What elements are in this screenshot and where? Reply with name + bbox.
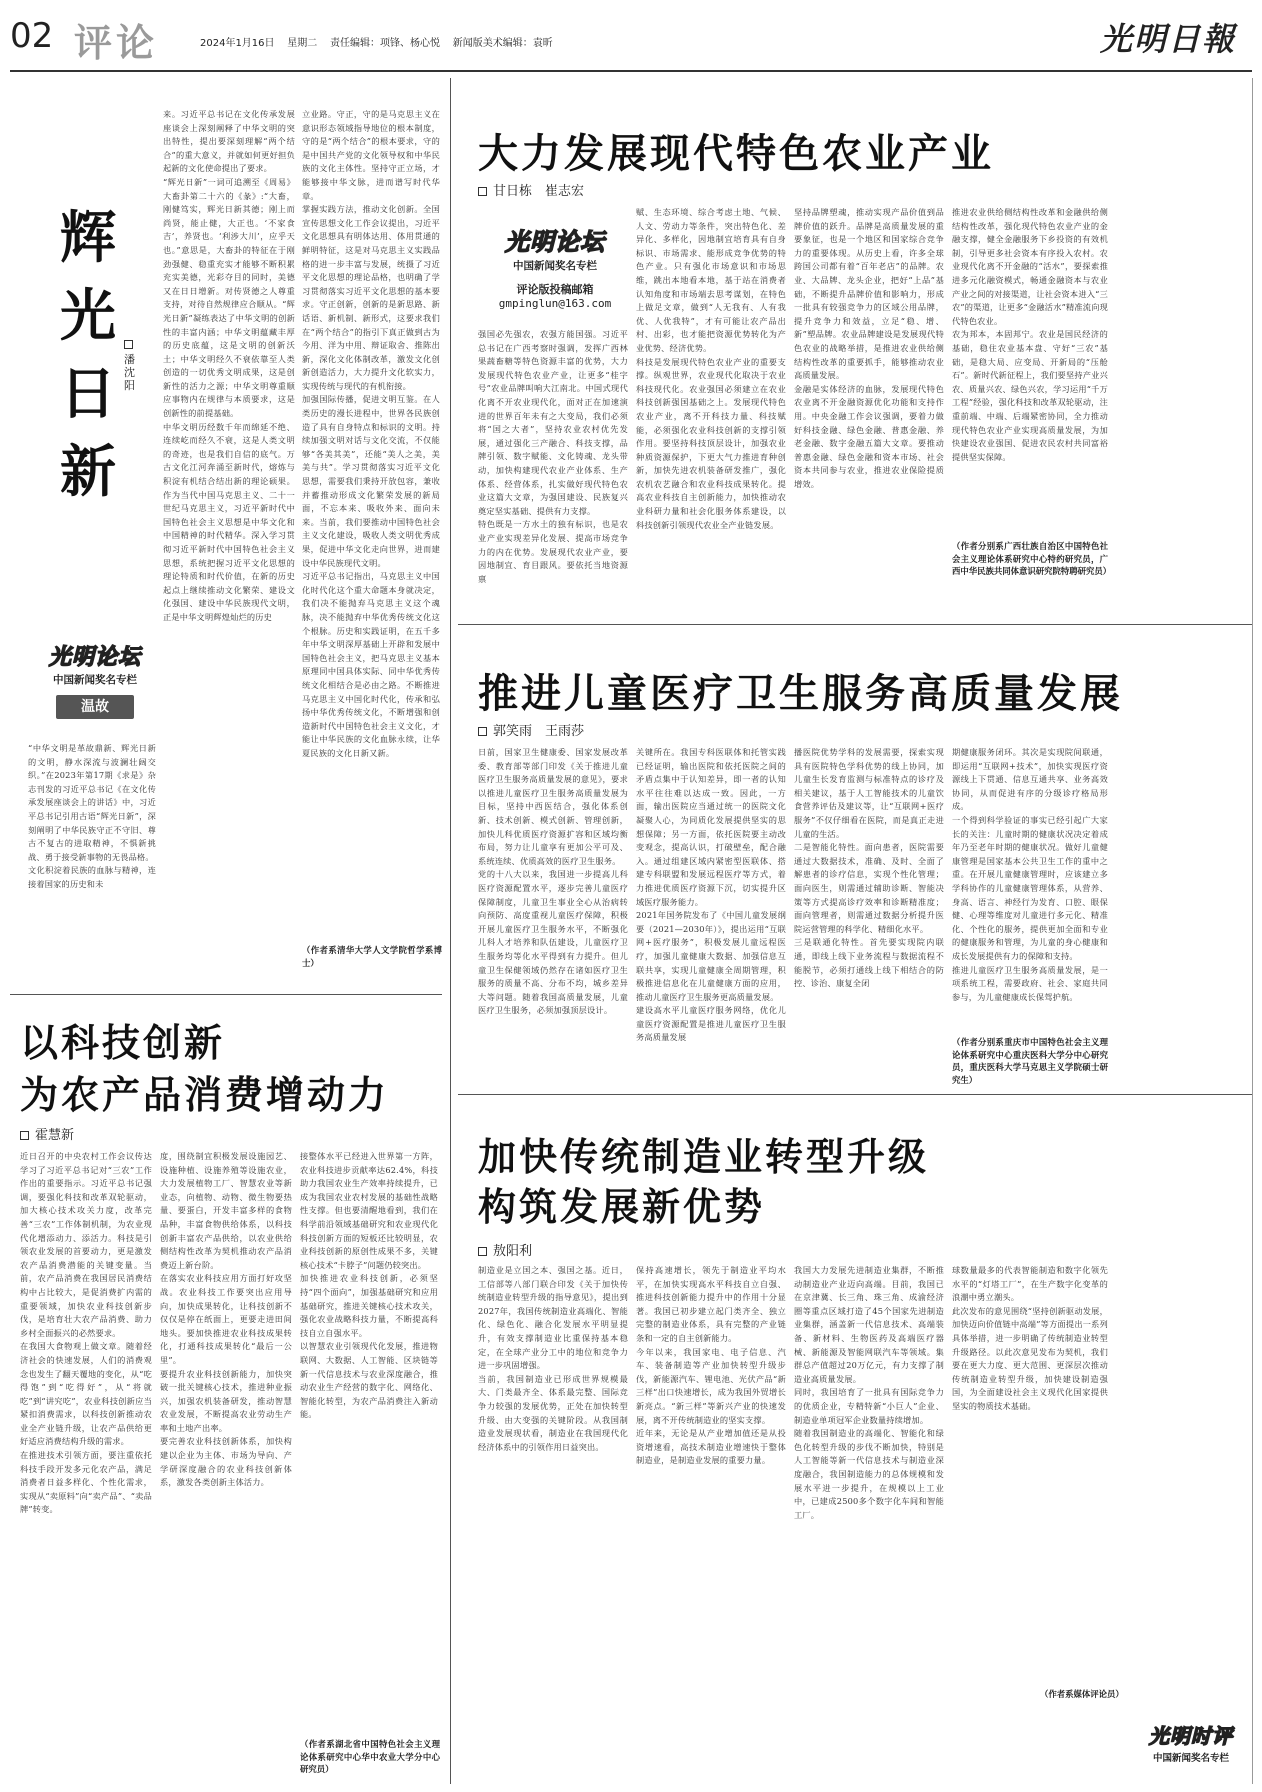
article4-title-line2: 为农产品消费增动力	[20, 1073, 390, 1117]
masthead	[0, 0, 1262, 74]
article3-column-4: 期健康服务闭环。其次是实现院间联通，即运用“互联网+技术”，加快实现医疗资源线上下贯通、信息互通共享、业务高效协同，从而促进有序的分级诊疗格局形成。 一个得到科学验证的事实已经引起广大家长的关注：儿童时期的健康状况决定着成年乃至老年时期的健康状况。做好儿童健康管理是国家基本公共卫生工作的重中之重。在开展儿童健康管理时，应该建立多学科协作的儿童健康管理体系，从营养、身高、语言、神经行为发育、口腔、眼保健、心理等维度对儿童进行多元化、精准化、个性化的服务，提供更加全面和专业的健康服务和管理，为儿童的身心健康和成长发展提供有力的保障和支持。 推进儿童医疗卫生服务高质量发展，是一项系统工程，需要政府、社会、家庭共同参与，为儿童健康成长保驾护航。	[952, 747, 1108, 1002]
forum-badge-left-subtitle: 中国新闻奖名专栏	[53, 674, 137, 686]
forum-badge-top-mailbox: 评论版投稿邮箱	[516, 283, 594, 296]
divider-vertical	[450, 78, 451, 1784]
page-number: 02	[10, 16, 54, 56]
article5-author-note: （作者系媒体评论员）	[1040, 1689, 1124, 1699]
article5-byline	[478, 1240, 532, 1259]
article5-title-line1: 加快传统制造业转型升级	[478, 1135, 930, 1179]
byline-box-icon	[478, 187, 487, 196]
article4-author-note: （作者系湖北省中国特色社会主义理论体系研究中心华中农业大学分中心研究员）	[300, 1739, 440, 1774]
article2-column-4: 推进农业供给侧结构性改革和金融供给侧结构性改革，强化现代特色农业产业的金融支撑，健全金融服务下乡投资的有效机制，引导更多社会资本有序投入农村。农业现代化离不开金融的“活水”，要探索推进多元化融资模式，畅通金融资本与农业产业之间的对接渠道，让社会资本进入“三农”的渠道，让更多“金融活水”精准流向现代特色农业。 农为邦本，本固邦宁。农业是国民经济的基础，稳住农业基本盘、守好“三农”基础，是稳大局、应变局、开新局的“压舱石”。新时代新征程上，我们要坚持产业兴农、质量兴农、绿色兴农，学习运用“千万工程”经验，强化科技和改革双轮驱动，注重前端、中端、后端紧密协同，全力推动现代特色农业产业实现高质量发展，为加快建设农业强国、促进农民农村共同富裕提供坚实保障。	[952, 207, 1108, 462]
article1-author-name: 潘沈阳	[124, 353, 135, 392]
article2-author-note: （作者分别系广西壮族自治区中国特色社会主义理论体系研究中心特约研究员，广西中华民族共同体意识研究院特聘研究员）	[952, 541, 1112, 576]
article2-column-1: 强国必先强农，农强方能国强。习近平总书记在广西考察时强调，发挥广西林果蔬畜糖等特色资源丰富的优势，大力发展现代特色农业产业，让更多“桂字号”农业品牌叫响大江南北。中国式现代化离不开农业现代化，面对正在加速演进的世界百年未有之大变局，我们必须将“国之大者”，坚持农业农村优先发展，通过强化三产融合、科技支撑，品牌引领、数字赋能、文化铸魂、龙头带动，加快构建现代农业产业体系、生产体系、经营体系，扎实做好现代特色农业这篇大文章，为强国建设、民族复兴奠定坚实基础、提供有力支撑。 特色既是一方水土的独有标识，也是农业产业实现差异化发展、提高市场竞争力的内在优势。发展现代农业产业，要因地制宜、育目跟风。要依托当地资源禀	[478, 329, 628, 584]
issue-weekday: 星期二	[287, 38, 318, 49]
responsible-editors: 责任编辑：项锋、杨心悦	[329, 38, 440, 49]
article1-author-note: （作者系清华大学人文学院哲学系博士）	[302, 945, 442, 968]
forum-badge-top	[480, 222, 630, 310]
opinion-badge	[1130, 1720, 1252, 1764]
article2-column-3: 坚持品牌塑魂，推动实现产品价值到品牌价值的跃升。品牌是高质量发展的重要象征，也是一个地区和国家综合竞争力的重要体现。从历史上看，许多全球跨国公司都有着“百年老店”的品牌。农业、大品牌、龙头企业，把好“上品”基础，不断提升品牌价值和影响力，形成一批具有较强竞争力的区域公用品牌，提升竞争力和效益，立足“稳、增、新”塑品牌。农业品牌建设是发展现代特色农业的战略举措，是推进农业供给侧结构性改革的重要抓手，能够推动农业高质量发展。 金融是实体经济的血脉，发展现代特色农业离不开金融资源优化功能和支持作用。中央金融工作会议强调，要着力做好科技金融、绿色金融、普惠金融、养老金融、数字金融五篇大文章。要推动普惠金融、绿色金融和资本市场、社会资本共同参与农业，推进农业保险提质增效。	[794, 207, 944, 489]
article3-author-note: （作者分别系重庆市中国特色社会主义理论体系研究中心重庆医科大学分中心研究员，重庆医科大学马克思主义学院硕士研究生）	[952, 1037, 1108, 1085]
right-edge-rule	[1252, 78, 1253, 1784]
masthead-rule	[10, 70, 1252, 72]
opinion-badge-subtitle: 中国新闻奖名专栏	[1152, 1753, 1229, 1764]
masthead-info	[200, 34, 553, 49]
article4-author: 霍慧新	[35, 1128, 75, 1143]
article4-byline	[20, 1124, 74, 1143]
byline-box-icon	[478, 727, 487, 736]
article3-title: 推进儿童医疗卫生服务高质量发展	[478, 671, 1123, 717]
article3-byline	[478, 720, 584, 739]
article4-column-3: 接整体水平已经进入世界第一方阵，农业科技进步贡献率达62.4%，科技助力我国农业生产效率持续提升，已成为我国农业农村发展的基础性战略性支撑。但也要清醒地看到，我们在科学前沿领域基础研究和农业现代化科技创新方面的短板还比较明显，农业科技创新的原创性成果不多，关键核心技术“卡脖子”问题仍较突出。 加快推进农业科技创新，必须坚持“四个面向”，加强基础研究和应用基础研究，推进关键核心技术攻关，强化农业战略科技力量，不断提高科技自立自强水平。 以智慧农业引领现代化发展，推进物联网、大数据、人工智能、区块链等新一代信息技术与农业深度融合，推动农业生产经营的数字化、网络化、智能化转型，为农产品消费注入新动能。	[300, 1151, 438, 1420]
opinion-badge-title: 光明时评	[1149, 1724, 1233, 1748]
article3-author: 郭笑雨 王雨莎	[493, 724, 585, 739]
author-box-icon	[124, 340, 133, 349]
article4-column-2: 度，围绕制宜积极发展设施园艺、设施种植、设施养殖等设施农业，大力发展植物工厂、智慧农业等新业态，向植物、动物、微生物要热量、要蛋白，开发丰富多样的食物品种，丰富食物供给体系，以科技创新丰富农产品供给，以农业供给侧结构性改革为契机推动农产品消费迈上新台阶。 在落实农业科技应用方面打好攻坚战。农业科技工作要突出应用导向，加快成果转化，让科技创新不仅仅是停在纸面上，更要走进田间地头。要加快推进农业科技成果转化，打通科技成果转化“最后一公里”。 要提升农业科技创新能力，加快突破一批关键核心技术，推进种业振兴，加强农机装备研发，推动智慧农业发展，不断提高农业劳动生产率和土地产出率。 要完善农业科技创新体系，加快构建以企业为主体、市场为导向、产学研深度融合的农业科技创新体系，激发各类创新主体活力。	[160, 1151, 292, 1488]
article1-column-2: 立业路。守正，守的是马克思主义在意识形态领域指导地位的根本制度，守的是“两个结合”的根本要求，守的是中国共产党的文化领导权和中华民族的文化主体性。坚持守正立场，才能够接中华文脉，进而谱写时代华章。 掌握实践方法，推动文化创新。全国宣传思想文化工作会议提出，习近平文化思想具有明体达用、体用贯通的鲜明特征，这是对马克思主义实践品格的进一步丰富与发展，统摄了习近平文化思想的理论品格，也明确了学习贯彻落实习近平文化思想的基本要求。守正创新，创新的是新思路、新话语、新机制、新形式，这要求我们在“两个结合”的指引下真正做到古为今用、洋为中用、辩证取舍、推陈出新，深化文化体制改革，激发文化创新创造活力，大力提升文化软实力，实现传统与现代的有机衔接。 加强国际传播，促进文明互鉴。在人类历史的漫长进程中，世界各民族创造了具有自身特点和标识的文明。持续加强文明对话与文化交流，不仅能够“各美其美”，还能“美人之美，美美与共”。学习贯彻落实习近平文化思想，需要我们秉持开放包容，兼收并蓄推动形成文化繁荣发展的新局面，不忘本来、吸收外来、面向未来。当前，我们要推动中国特色社会主义文化建设，吸收人类文明优秀成果，促进中华文化走向世界，进而建设中华民族现代文明。 习近平总书记指出，马克思主义中国化时代化这个重大命题本身就决定，我们决不能抛弃马克思主义这个魂脉，决不能抛弃中华优秀传统文化这个根脉。历史和实践证明，在五千多年中华文明深厚基础上开辟和发展中国特色社会主义，把马克思主义基本原理同中国具体实际、同中华优秀传统文化相结合是必由之路。不断推进马克思主义中国化时代化，传承和弘扬中华优秀传统文化，不断增强和创造新时代中国特色社会主义文化，才能让中华民族的文化血脉永续，让华夏民族的文化日新又新。	[302, 109, 440, 758]
article5-column-1: 制造业是立国之本、强国之基。近日，工信部等八部门联合印发《关于加快传统制造业转型升级的指导意见》，提出到2027年，我国传统制造业高端化、智能化、绿色化、融合化发展水平明显提升，有效支撑制造业比重保持基本稳定，在全球产业分工中的地位和竞争力进一步巩固增强。 当前，我国制造业已形成世界规模最大、门类最齐全、体系最完整、国际竞争力较强的发展优势，正处在加快转型升级、由大变强的关键阶段。从我国制造业发展现状看，制造业在我国现代化经济体系中的引领作用日益突出。	[478, 1265, 628, 1452]
article5-author: 敖阳利	[493, 1244, 533, 1259]
article1-intro: “中华文明是革故鼎新、辉光日新的文明，静水深流与波澜壮阔交织。”在2023年第17期《求是》杂志刊发的习近平总书记《在文化传承发展座谈会上的讲话》中，习近平总书记引用古语“辉光日新”，深刻阐明了中华民族守正不守旧、尊古不复古的进取精神，不惧新挑战、勇于接受新事物的无畏品格。 文化积淀着民族的血脉与精神，连接着国家的历史和未	[28, 743, 156, 889]
section-title: 评论	[74, 21, 159, 65]
byline-box-icon	[20, 1131, 29, 1140]
article2-byline	[478, 180, 584, 199]
article3-column-2: 关键所在。我国专科医联体和托管实践已经证明，输出医院和依托医院之间的矛盾点集中于认知差异，即一者的认知水平往往难以达成一致。因此，一方面，输出医院应当通过统一的医院文化凝聚人心，为同质化发展提供坚实的思想保障；另一方面，依托医院要主动改变观念，提高认识，打破壁垒，配合融入。通过组建区域内紧密型医联体、搭建专科联盟和发展远程医疗等方式，着力推进优质医疗资源下沉，切实提升区域医疗服务能力。 2021年国务院发布了《中国儿童发展纲要（2021—2030年）》，提出运用“互联网+医疗服务”，积极发展儿童远程医疗，加强儿童健康大数据、加强信息互联共享，实现儿童健康全周期管理，积极推进信息化在儿童健康方面的应用，推动儿童医疗卫生服务更高质量发展。 建设高水平儿童医疗服务网络，优化儿童医疗资源配置是推进儿童医疗卫生服务高质量发展	[636, 747, 786, 1043]
article5-column-3: 我国大力发展先进制造业集群，不断推动制造业产业迈向高端。目前，我国已在京津冀、长三角、珠三角、成渝经济圈等重点区域打造了45个国家先进制造业集群，涵盖新一代信息技术、高端装备、新材料、生物医药及高端医疗器械、新能源及智能网联汽车等领域。集群总产值超过20万亿元，有力支撑了制造业高质量发展。 同时，我国培育了一批具有国际竞争力的优质企业，专精特新“小巨人”企业、制造业单项冠军企业数量持续增加。 随着我国制造业的高端化、智能化和绿色化转型升级的步伐不断加快，特别是人工智能等新一代信息技术与制造业深度融合，我国制造能力的总体规模和发展水平进一步提升，在规模以上工业中，已建成2500多个数字化车间和智能工厂。	[794, 1265, 944, 1520]
article4-column-1: 近日召开的中央农村工作会议传达学习了习近平总书记对“三农”工作作出的重要指示。习近平总书记强调，要强化科技和改革双轮驱动，加大核心技术攻关力度，改革完善“三农”工作体制机制，为农业现代化增添动力、添活力。科技是引领农业发展的首要动力，更是激发农产品消费潜能的关键变量。当前，农产品消费在我国居民消费结构中占比较大，是促消费扩内需的重要领域，加快农业科技创新步伐，是培育壮大农产品消费、助力乡村全面振兴的必然要求。 在我国大食物观上做文章。随着经济社会的快速发展，人们的消费观念也发生了翻天覆地的变化，从“吃得饱”到“吃得好”，从“将就吃”到“讲究吃”，农业科技创新应当紧扣消费需求，以科技创新推动农业全产业链升级，让农产品供给更好适应消费结构升级的需求。 在推进技术引领方面，要注重依托科技手段开发多元化农产品，满足消费者日益多样化、个性化需求，实现从“卖原料”向“卖产品”、“卖品牌”转变。	[20, 1151, 152, 1515]
forum-badge-left-tag	[56, 695, 134, 719]
article2-column-2: 赋、生态环境、综合考虑土地、气候、人文、劳动力等条件，突出特色化、差异化、多样化，因地制宜培育具有自身标识、市场需求、能形成竞争优势的特色产业。只有强化市场意识和市场思维，跳出本地看本地，基于站在消费者认知角度和市场端去思考谋划，在特色上做足文章，做到“人无我有、人有我优、人优我特”，才有可能让农产品出村、出彩，也才能把资源优势转化为产业优势、经济优势。 科技是发展现代特色农业产业的重要支撑。纵观世界，农业现代化取决于农业科技现代化。农业强国必须建立在农业科技创新强国基础之上。发展现代特色农业产业，离不开科技力量、科技赋能，必须强化农业科技创新的支撑引领作用。要坚持科技顶层设计，加强农业种质资源保护，下更大气力推进育种创新，加快先进农机装备研发推广，强化农机农艺融合和农业科技成果转化。提高农业科技自主创新能力，加快推动农业科研力量和社会化服务体系建设，以科技创新引领现代农业全产业链发展。	[636, 207, 786, 530]
article3-column-3: 播医院优势学科的发展需要，探索实现具有医院特色学科优势的线上协同，加儿童生长发育监测与标准特点的诊疗及相关建议，基于人工智能技术的儿童饮食营养评估及建议等，让“互联网+医疗服务”不仅仔细看在医院，而是真正走进儿童的生活。 二是智能化特性。面向患者，医院需要通过大数据技术，准确、及时、全面了解患者的诊疗信息，实现个性化管理；面向医生，则需通过辅助诊断、智能决策等方式提高诊疗效率和诊断精准度；面向管理者，则需通过数据分析提升医院运营管理的科学化、精细化水平。 三是联通化特性。首先要实现院内联通，即线上线下业务流程与数据流程不能脱节，必须打通线上线下相结合的防控、诊治、康复全闭	[794, 747, 944, 989]
art-editor: 新闻版美术编辑：袁昕	[452, 38, 553, 49]
divider-right-mid	[458, 1094, 1252, 1095]
article4-title-line1: 以科技创新	[20, 1021, 226, 1065]
article3-column-1: 日前，国家卫生健康委、国家发展改革委、教育部等部门印发《关于推进儿童医疗卫生服务高质量发展的意见》，要求以推进儿童医疗卫生服务高质量发展为目标，坚持中西医结合，强化体系创新、技术创新、模式创新、管理创新，加快儿科优质医疗资源扩容和区域均衡布局，努力让儿童享有更加公平可及、系统连续、优质高效的医疗卫生服务。 党的十八大以来，我国进一步提高儿科医疗资源配置水平，逐步完善儿童医疗保障制度，儿童卫生事业全心从治病转向预防、高度重视儿童医疗保障，积极开展儿童医疗卫生服务水平，不断强化儿科人才培养和队伍建设，儿童医疗卫生服务均等化水平得到有力提升。但儿童卫生保健领域仍然存在诸如医疗卫生服务的质量不高、分布不均，城乡差异大等问题。随着我国高质量发展，儿童医疗卫生服务，必须加强顶层设计。	[478, 747, 628, 1016]
article5-column-2: 保持高速增长，领先于制造业平均水平，在加快实现高水平科技自立自强、推进科技创新能力提升中的作用十分显著。我国已初步建立起门类齐全、独立完整的制造业体系，具有完整的产业链条和一定的自主创新能力。 今年以来，我国家电、电子信息、汽车、装备制造等产业加快转型升级步伐，新能源汽车、锂电池、光伏产品“新三样”出口快速增长，成为我国外贸增长新亮点。“新三样”等新兴产业的快速发展，离不开传统制造业的坚实支撑。 近年来，无论是从产业增加值还是从投资增速看，高技术制造业增速快于整体制造业，是制造业发展的重要力量。	[636, 1265, 786, 1466]
newspaper-logo: 光明日報	[1100, 20, 1237, 58]
article5-column-4: 球数量最多的代表智能制造和数字化领先水平的“灯塔工厂”，在生产数字化变革的浪潮中勇立潮头。 此次发布的意见围绕“坚持创新驱动发展，加快迈向价值链中高端”等方面提出一系列具体举措，进一步明确了传统制造业转型升级路径。以此次意见发布为契机，我们要在更大力度、更大范围、更深层次推动传统制造业转型升级，加快建设制造强国，为全面建设社会主义现代化国家提供坚实的物质技术基础。	[952, 1265, 1108, 1411]
divider-left-mid	[10, 994, 442, 995]
byline-box-icon	[478, 1247, 487, 1256]
article1-title: 辉光日新	[60, 206, 116, 505]
article1-column-1: 来。习近平总书记在文化传承发展座谈会上深刻阐释了中华文明的突出特性，提出要深刻理解“两个结合”的重大意义，并就如何更好担负起新的文化使命提出了要求。 “辉光日新”一词可追溯至《周易》大畜卦第二十六的《彖》:“大畜，刚健笃实，辉光日新其德；刚上而尚贤，能止健，大正也。‘不家食吉’，养贤也。‘利涉大川’，应乎天也。”意思是，大畜卦的特征在于刚劲强健、稳重充实才能够不断积累充实美德，光彩夺目的同时，美德又在日日增新。对传贤德之人尊重支持，对待自然规律应合顺从。“辉光日新”凝练表达了中华文明的创新性的丰富内涵；中华文明蕴藏丰厚的历史底蕴，这是文明的创新沃土；中华文明经久不衰依靠至人类创造的一切优秀文明成果，这是创新性的活力之源；中华文明尊重顺应事物内在规律与本质要求，这是创新性的前提基础。 中华文明历经数千年而绵延不绝、连续屹而经久不衰，这是人类文明的奇迹，也是我们自信的底气。万古文化江河奔涌至新时代，熔炼与积淀有机结合结出新的理论硕果。作为当代中国马克思主义、二十一世纪马克思主义，习近平新时代中国特色社会主义思想是中华文化和中国精神的时代精华。深入学习贯彻习近平新时代中国特色社会主义思想，系统把握习近平文化思想的理论特质和时代价值，在新的历史起点上继续推动文化繁荣、建设文化强国、建设中华民族现代文明，正是中华文明辉煌灿烂的历史	[163, 109, 295, 622]
forum-badge-top-title: 光明论坛	[505, 228, 605, 256]
forum-badge-left	[30, 640, 160, 719]
article1-author	[124, 340, 138, 392]
article2-title: 大力发展现代特色农业产业	[478, 131, 994, 177]
forum-badge-top-email: gmpinglun@163.com	[498, 297, 612, 310]
article2-author: 甘日栋 崔志宏	[493, 184, 585, 199]
forum-badge-left-tag-text: 温故	[81, 699, 109, 715]
forum-badge-top-subtitle: 中国新闻奖名专栏	[513, 260, 597, 272]
divider-right-top	[458, 624, 1252, 625]
forum-badge-left-title: 光明论坛	[48, 645, 141, 670]
issue-date: 2024年1月16日	[200, 38, 275, 49]
article5-title-line2: 构筑发展新优势	[478, 1185, 766, 1229]
